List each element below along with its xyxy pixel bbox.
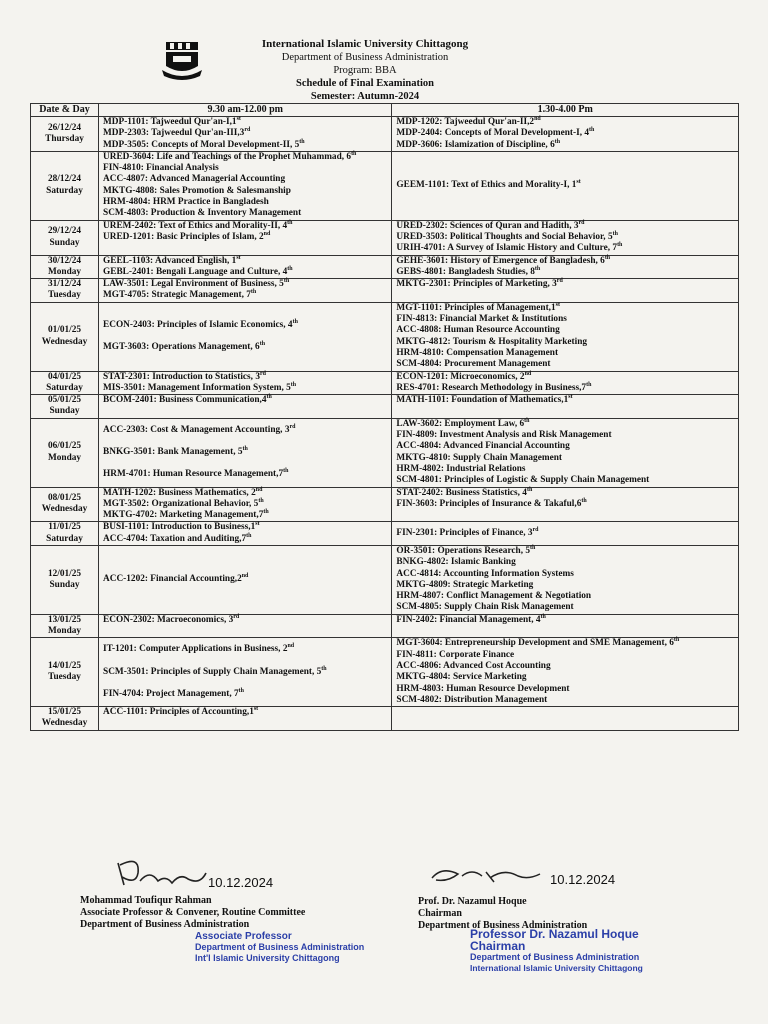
pm-exam-entry: ECON-1201: Microeconomics, 2nd [396, 370, 532, 382]
program-name: Program: BBA [333, 65, 397, 76]
am-exam-entry: LAW-3501: Legal Environment of Business, 5th [103, 278, 290, 290]
table-row [31, 707, 739, 731]
exam-date: 31/12/24 [47, 279, 82, 290]
pm-exam-entry: MDP-3606: Islamization of Discipline, 6th [396, 138, 561, 150]
table-row [31, 255, 739, 279]
morning-session-cell [99, 220, 392, 255]
university-name: International Islamic University Chittagong [261, 38, 469, 50]
pm-exam-entry: GEEM-1101: Text of Ethics and Morality-I, 1st [396, 179, 581, 191]
pm-exam-entry: MGT-1101: Principles of Management,1st [396, 301, 561, 313]
pm-exam-entry: FIN-4813: Financial Market & Institutions [396, 314, 567, 325]
exam-day: Wednesday [41, 718, 88, 729]
date-cell [31, 371, 99, 395]
morning-session-cell [99, 707, 392, 731]
date-cell [31, 614, 99, 638]
pm-exam-entry: HRM-4802: Industrial Relations [396, 463, 526, 474]
am-exam-entry: UREM-2402: Text of Ethics and Morality-II, 4th [103, 219, 293, 231]
chairman-title: Chairman [418, 908, 462, 919]
convener-sign-date: 10.12.2024 [208, 875, 274, 890]
semester-label: Semester: Autumn-2024 [310, 91, 420, 102]
pm-exam-entry: MKTG-4810: Supply Chain Management [396, 452, 562, 463]
pm-exam-entry: URIH-4701: A Survey of Islamic History and Culture, 7th [396, 242, 623, 254]
pm-exam-entry: FIN-2301: Principles of Finance, 3rd [396, 526, 539, 539]
afternoon-session-cell [392, 418, 739, 487]
table-row [31, 487, 739, 522]
afternoon-session-cell [392, 255, 739, 279]
date-cell [31, 302, 99, 371]
column-header-afternoon: 1.30-4.00 Pm [392, 104, 739, 117]
date-cell [31, 255, 99, 279]
date-cell [31, 487, 99, 522]
date-cell [31, 522, 99, 546]
am-exam-entry: MKTG-4808: Sales Promotion & Salesmanship [103, 185, 291, 196]
table-row [31, 220, 739, 255]
morning-session-cell [99, 117, 392, 152]
am-exam-entry: HRM-4804: HRM Practice in Bangladesh [103, 197, 269, 208]
am-exam-entry: HRM-4701: Human Resource Management,7th [103, 468, 289, 480]
convener-stamp: Associate Professor Department of Business Administration Int'l Islamic University Chittagong [195, 931, 365, 963]
exam-date: 06/01/25 [47, 441, 82, 452]
afternoon-session-cell [392, 487, 739, 522]
exam-date: 14/01/25 [47, 660, 82, 671]
document-header [200, 38, 530, 103]
exam-date: 01/01/25 [47, 325, 82, 336]
chairman-name: Prof. Dr. Nazamul Hoque [418, 896, 527, 907]
exam-day: Thursday [45, 133, 84, 144]
exam-day: Sunday [49, 406, 80, 417]
am-exam-entry: ACC-4704: Taxation and Auditing,7th [103, 532, 252, 544]
pm-exam-entry: RES-4701: Research Methodology in Business,7th [396, 381, 592, 393]
exam-date: 29/12/24 [47, 226, 82, 237]
afternoon-session-cell [392, 151, 739, 220]
am-exam-entry: MGT-4705: Strategic Management, 7th [103, 289, 257, 301]
afternoon-session-cell [392, 638, 739, 707]
department-name: Department of Business Administration [281, 52, 449, 63]
exam-day: Sunday [49, 237, 80, 248]
am-exam-entry: MDP-2303: Tajweedul Qur'an-III,3rd [103, 127, 251, 139]
afternoon-session-cell [392, 117, 739, 152]
pm-exam-entry: SCM-4801: Principles of Logistic & Supply Chain Management [396, 475, 650, 486]
table-row [31, 545, 739, 614]
date-cell [31, 117, 99, 152]
pm-exam-entry: BNKG-4802: Islamic Banking [396, 557, 516, 568]
exam-date: 28/12/24 [47, 174, 82, 185]
chairman-sign-date: 10.12.2024 [550, 872, 616, 887]
table-row [31, 117, 739, 152]
afternoon-session-cell [392, 707, 739, 731]
morning-session-cell [99, 151, 392, 220]
exam-date: 04/01/25 [47, 371, 82, 382]
am-exam-entry: ECON-2403: Principles of Islamic Economics, 4th [103, 318, 298, 330]
am-exam-entry: MKTG-4702: Marketing Management,7th [103, 509, 269, 521]
exam-date: 11/01/25 [48, 522, 81, 533]
am-exam-entry: FIN-4810: Financial Analysis [103, 163, 219, 174]
table-row [31, 395, 739, 419]
afternoon-session-cell [392, 545, 739, 614]
am-exam-entry: BCOM-2401: Business Communication,4th [103, 394, 272, 406]
date-cell [31, 220, 99, 255]
pm-exam-entry: ACC-4804: Advanced Financial Accounting [396, 441, 570, 452]
exam-day: Tuesday [48, 290, 81, 301]
table-header-row [31, 104, 739, 117]
am-exam-entry: ACC-1202: Financial Accounting,2nd [103, 573, 249, 585]
am-exam-entry: STAT-2301: Introduction to Statistics, 3rd [103, 370, 266, 382]
am-exam-entry: SCM-4803: Production & Inventory Management [103, 208, 302, 219]
morning-session-cell [99, 302, 392, 371]
pm-exam-entry: GEBS-4801: Bangladesh Studies, 8th [396, 265, 541, 277]
table-row [31, 371, 739, 395]
exam-day: Saturday [46, 382, 83, 393]
pm-exam-entry: ACC-4806: Advanced Cost Accounting [396, 660, 551, 671]
pm-exam-entry: MKTG-2301: Principles of Marketing, 3rd [396, 278, 563, 290]
chairman-stamp: Professor Dr. Nazamul Hoque Chairman Department of Business Administration International Islamic University Chittagong [470, 927, 643, 973]
exam-date: 15/01/25 [47, 707, 82, 718]
date-cell [31, 418, 99, 487]
pm-exam-entry: MATH-1101: Foundation of Mathematics,1st [396, 394, 573, 406]
pm-exam-entry: MKTG-4804: Service Marketing [396, 672, 527, 683]
pm-exam-entry: URED-3503: Political Thoughts and Social Behavior, 5th [396, 230, 618, 242]
exam-date: 26/12/24 [47, 122, 82, 133]
am-exam-entry: MIS-3501: Management Information System, 5th [103, 381, 297, 393]
morning-session-cell [99, 418, 392, 487]
pm-exam-entry: MGT-3604: Entrepreneurship Development and SME Management, 6th [396, 637, 680, 649]
afternoon-session-cell [392, 614, 739, 638]
chairman-department: Department of Business Administration [418, 920, 588, 931]
afternoon-session-cell [392, 220, 739, 255]
pm-exam-entry: MKTG-4812: Tourism & Hospitality Marketing [396, 336, 588, 347]
pm-exam-entry: URED-2302: Sciences of Quran and Hadith, 3rd [396, 219, 585, 231]
pm-exam-entry: SCM-4802: Distribution Management [396, 694, 548, 705]
am-exam-entry: GEBL-2401: Bengali Language and Culture, 4th [103, 265, 293, 277]
pm-exam-entry: OR-3501: Operations Research, 5th [396, 544, 536, 556]
pm-exam-entry: HRM-4807: Conflict Management & Negotiation [396, 591, 592, 602]
pm-exam-entry: SCM-4804: Procurement Management [396, 359, 551, 370]
am-exam-entry: URED-1201: Basic Principles of Islam, 2nd [103, 230, 271, 242]
date-cell [31, 638, 99, 707]
signature-block-chairman [418, 872, 718, 973]
convener-signature [110, 855, 210, 895]
am-exam-entry: URED-3604: Life and Teachings of the Prophet Muhammad, 6th [103, 150, 357, 162]
am-exam-entry: MDP-1101: Tajweedul Qur'an-I,1st [103, 115, 241, 127]
document-title: Schedule of Final Examination [296, 78, 434, 89]
afternoon-session-cell [392, 522, 739, 546]
pm-exam-entry: STAT-2402: Business Statistics, 4th [396, 486, 533, 498]
column-header-morning: 9.30 am-12.00 pm [99, 104, 392, 117]
morning-session-cell [99, 255, 392, 279]
am-exam-entry: BNKG-3501: Bank Management, 5th [103, 445, 248, 457]
am-exam-entry: ACC-1101: Principles of Accounting,1st [103, 706, 259, 718]
exam-day: Monday [47, 452, 82, 463]
pm-exam-entry: ACC-4814: Accounting Information Systems [396, 568, 574, 579]
chairman-signature [428, 864, 548, 888]
table-row [31, 302, 739, 371]
exam-day: Monday [47, 626, 82, 637]
exam-date: 13/01/25 [47, 614, 82, 625]
exam-date: 12/01/25 [47, 568, 82, 579]
date-cell [31, 707, 99, 731]
am-exam-entry: MDP-3505: Concepts of Moral Development-II, 5th [103, 138, 305, 150]
pm-exam-entry: GEHE-3601: History of Emergence of Bangladesh, 6th [396, 254, 611, 266]
afternoon-session-cell [392, 395, 739, 419]
exam-schedule-table [30, 103, 739, 731]
am-exam-entry: IT-1201: Computer Applications in Business, 2nd [103, 643, 295, 655]
pm-exam-entry: FIN-3603: Principles of Insurance & Takaful,6th [396, 497, 587, 509]
pm-exam-entry: MKTG-4809: Strategic Marketing [396, 579, 534, 590]
exam-day: Sunday [49, 579, 80, 590]
exam-day: Tuesday [48, 672, 81, 683]
am-exam-entry: MGT-3502: Organizational Behavior, 5th [103, 497, 264, 509]
exam-day: Saturday [46, 185, 83, 196]
exam-day: Wednesday [41, 504, 88, 515]
table-row [31, 279, 739, 303]
table-row [31, 638, 739, 707]
morning-session-cell [99, 545, 392, 614]
pm-exam-entry: FIN-4811: Corporate Finance [396, 649, 515, 660]
exam-date: 30/12/24 [47, 255, 82, 266]
morning-session-cell [99, 522, 392, 546]
afternoon-session-cell [392, 371, 739, 395]
exam-day: Monday [47, 266, 82, 277]
am-exam-entry: FIN-4704: Project Management, 7th [103, 687, 245, 699]
convener-title: Associate Professor & Convener, Routine Committee [80, 907, 306, 918]
pm-exam-entry: MDP-1202: Tajweedul Qur'an-II,2nd [396, 115, 541, 127]
convener-name: Mohammad Toufiqur Rahman [80, 895, 212, 906]
morning-session-cell [99, 614, 392, 638]
am-exam-entry: SCM-3501: Principles of Supply Chain Management, 5th [103, 665, 327, 677]
am-exam-entry: MGT-3603: Operations Management, 6th [103, 341, 266, 353]
date-cell [31, 279, 99, 303]
signature-block-convener [80, 855, 410, 964]
am-exam-entry: MATH-1202: Business Mathematics, 2nd [103, 486, 263, 498]
pm-exam-entry: HRM-4810: Compensation Management [396, 347, 559, 358]
exam-day: Wednesday [41, 336, 88, 347]
table-row [31, 522, 739, 546]
exam-date: 08/01/25 [47, 493, 82, 504]
exam-date: 05/01/25 [47, 395, 82, 406]
convener-department: Department of Business Administration [80, 919, 250, 930]
pm-exam-entry: LAW-3602: Employment Law, 6th [396, 417, 530, 429]
morning-session-cell [99, 279, 392, 303]
pm-exam-entry: MDP-2404: Concepts of Moral Development-I, 4th [396, 127, 595, 139]
pm-exam-entry: FIN-4809: Investment Analysis and Risk Management [396, 430, 612, 441]
pm-exam-entry: FIN-2402: Financial Management, 4th [396, 613, 546, 625]
date-cell [31, 151, 99, 220]
morning-session-cell [99, 638, 392, 707]
am-exam-entry: ECON-2302: Macroeconomics, 3rd [103, 613, 240, 625]
morning-session-cell [99, 487, 392, 522]
column-header-date: Date & Day [31, 104, 99, 117]
afternoon-session-cell [392, 279, 739, 303]
morning-session-cell [99, 395, 392, 419]
table-row [31, 418, 739, 487]
date-cell [31, 395, 99, 419]
table-row [31, 151, 739, 220]
date-cell [31, 545, 99, 614]
pm-exam-entry: SCM-4805: Supply Chain Risk Management [396, 602, 574, 613]
afternoon-session-cell [392, 302, 739, 371]
morning-session-cell [99, 371, 392, 395]
am-exam-entry: GEEL-1103: Advanced English, 1st [103, 254, 241, 266]
table-row [31, 614, 739, 638]
am-exam-entry: ACC-4807: Advanced Managerial Accounting [103, 174, 286, 185]
pm-exam-entry: HRM-4803: Human Resource Development [396, 683, 570, 694]
exam-day: Saturday [46, 533, 83, 544]
am-exam-entry: ACC-2303: Cost & Management Accounting, 3rd [103, 423, 296, 435]
am-exam-entry: BUSI-1101: Introduction to Business,1st [103, 521, 260, 533]
pm-exam-entry: ACC-4808: Human Resource Accounting [396, 325, 560, 336]
